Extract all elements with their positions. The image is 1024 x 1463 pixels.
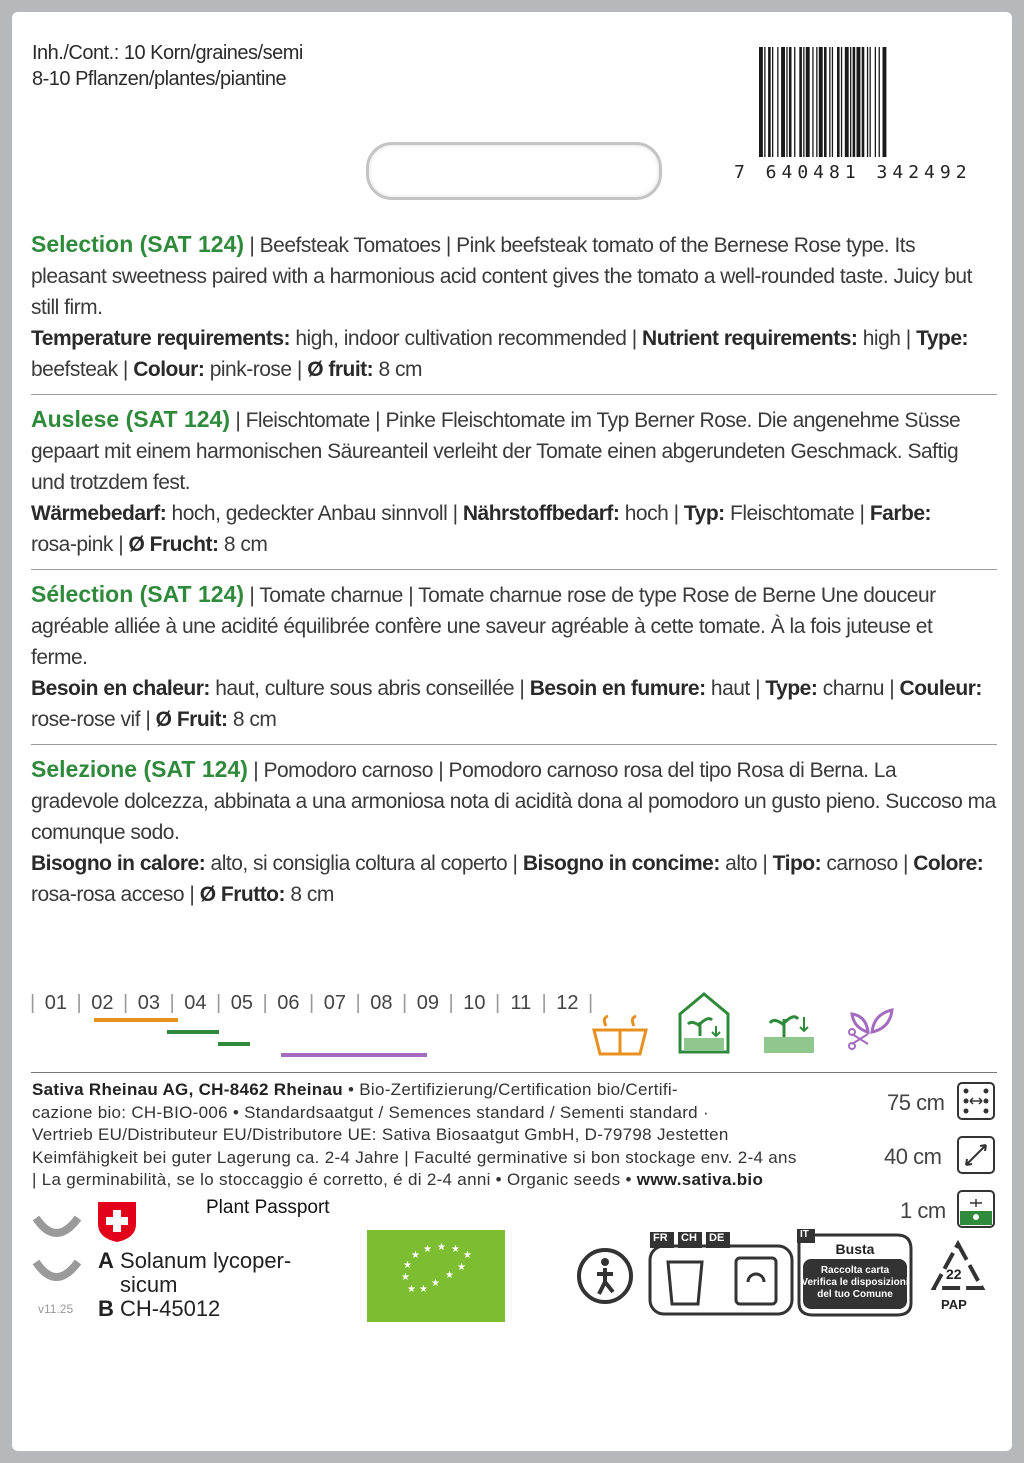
barcode-bar [829,47,830,157]
website-link: www.sativa.bio [636,1170,764,1189]
month-label: 06 [277,992,300,1014]
language-tags [648,1232,794,1321]
eu-star: ★ [451,1244,460,1255]
plant-passport-a: A Solanum lycoper- [98,1248,292,1273]
section-english: Selection (SAT 124) | Beefsteak Tomatoes | Pink beefsteak tomato of the Bernese Rose type. Its pleasant sweetness paired with a harmonious acid content gives the tomato a well-rounded taste. Juicy but still firm. Temperature requirements: high, indoor cultivation recommended | Nutrient requirements: high | Type: beefsteak | Colour: pink-rose | Ø fruit: 8 cm [31,231,972,381]
plant-spacing-value: 40 cm [884,1144,942,1169]
transplant-icon [762,1007,816,1055]
plant-passport-arcs [32,1212,82,1292]
eu-star: ★ [457,1262,466,1273]
barcode-bar [759,47,763,157]
content-plants: 8-10 Pflanzen/plantes/piantine [32,68,287,90]
section-divider [31,569,997,570]
pap-label: PAP [941,1297,967,1312]
barcode-bar [857,47,861,157]
eu-star: ★ [401,1272,410,1283]
greenhouse-icon [676,990,732,1056]
recycling-panel [648,1232,794,1316]
barcode-bar [816,47,817,157]
barcode-bar [867,47,868,157]
eu-star: ★ [463,1250,472,1261]
plant-passport-a-cont: sicum [120,1272,178,1297]
plant-spacing-icon [956,1135,996,1175]
barcode-bar [772,47,773,157]
busta-text: Raccolta carta Verifica le disposizioni del tuo Comune [801,1265,909,1300]
barcode-bar [845,47,849,157]
barcode-bar [862,47,865,157]
month-label: 09 [416,992,439,1014]
row-spacing-value: 75 cm [887,1090,945,1115]
eu-star: ★ [423,1244,432,1255]
barcode-bar [875,47,876,157]
eu-star: ★ [403,1260,412,1271]
footer-divider [31,1072,997,1073]
lang-tag: CH [681,1232,697,1244]
barcode-bar [879,47,880,157]
section-italian: Selezione (SAT 124) | Pomodoro carnoso | Pomodoro carnoso rosa del tipo Rosa di Berna. La gradevole dolcezza, abbinata a una armoniosa nota di acidità dona al pomodoro un gusto pieno. Succoso ma comunque sodo. Bisogno in calore: alto, si consiglia coltura al coperto | Bisogno in concime: alto | Tipo: carnoso | Colore: rosa-rosa acceso | Ø Frutto: 8 cm [31,756,996,906]
barcode-bar [837,47,840,157]
month-label: 10 [463,992,486,1014]
barcode-bar [870,47,871,157]
barcode-bar [806,47,810,157]
plant-passport-label: Plant Passport [206,1197,330,1218]
month-label: 12 [556,992,579,1014]
version-label: v11.25 [38,1302,74,1316]
busta-box [797,1229,913,1322]
transplant-period-bar [167,1030,219,1034]
planting-period-bar [218,1042,250,1046]
barcode-bar [799,47,802,157]
month-label: 02 [91,992,114,1014]
section-divider [31,744,997,745]
recycling-person-icon [575,1246,635,1306]
recycle-number: 22 [946,1266,962,1282]
row-spacing-icon [956,1081,996,1121]
barcode-bar [832,47,833,157]
section-divider [31,394,997,395]
eu-star: ★ [431,1278,440,1289]
eu-organic-logo [367,1230,505,1322]
barcode-bar [768,47,771,157]
sowing-depth-icon [956,1189,996,1229]
plant-passport-b: B CH-45012 [98,1296,221,1321]
eu-star: ★ [445,1270,454,1281]
section-title: Auslese (SAT 124) [31,406,230,432]
section-title: Selection (SAT 124) [31,231,245,257]
barcode-bar [786,47,787,157]
eu-star: ★ [419,1284,428,1295]
barcode-bar [850,47,851,157]
seed-packet-back [12,12,1012,1451]
month-calendar: | 01 | 02 | 03 | 04 | 05 | 06 | 07 | 08 | 09 | 10 | 11 | 12 | [30,992,594,1014]
content-info [32,40,303,92]
swiss-flag-icon [96,1200,138,1244]
month-label: 07 [323,992,346,1014]
harvest-period-bar [281,1053,427,1057]
eu-star: ★ [437,1242,446,1253]
section-title: Selezione (SAT 124) [31,756,248,782]
eu-star: ★ [407,1284,416,1295]
sowing-period-bar [94,1018,178,1022]
company-name: Sativa Rheinau AG, CH-8462 Rheinau [32,1080,343,1099]
barcode-bar [789,47,792,157]
it-tag: IT [800,1229,809,1240]
lang-tag: FR [653,1232,668,1244]
sowing-depth-value: 1 cm [900,1198,946,1223]
barcode-bar [883,47,887,157]
company-info: Sativa Rheinau AG, CH-8462 Rheinau • Bio-Zertifizierung/Certification bio/Certifi- cazione bio: CH-BIO-006 • Standardsaatgut / Semences standard / Sementi standard · Vertrieb EU/Distributeur EU/Distributore UE: Sativa Biosaatgut GmbH, D-79798 Jestetten Keimfähigkeit bei guter Lagerung ca. 2-4 Jahre | Faculté germinative si bon stockage env. 2-4 ans | La germinabilità, se lo stoccaggio é corretto, é di 2-4 anni • Organic seeds • www.sativa.bio [32,1080,797,1189]
hang-hole [366,142,662,200]
section-french: Sélection (SAT 124) | Tomate charnue | Tomate charnue rose de type Rose de Berne Une douceur agréable alliée à une acidité équilibrée confère une saveur agréable à cette tomate. À la fois juteuse et ferme. Besoin en chaleur: haut, culture sous abris conseillée | Besoin en fumure: haut | Type: charnu | Couleur: rose-rose vif | Ø Fruit: 8 cm [31,581,982,731]
barcode-bar [812,47,813,157]
barcode-bar [853,47,856,157]
month-label: 11 [510,992,532,1014]
barcode-bar [764,47,765,157]
barcode [757,47,997,165]
section-german: Auslese (SAT 124) | Fleischtomate | Pinke Fleischtomate im Typ Berner Rose. Die angenehme Süsse gepaart mit einem harmonischen Säureanteil verleiht der Tomate einen abgerundeten Geschmack. Saftig und trotzdem fest. Wärmebedarf: hoch, gedeckter Anbau sinnvoll | Nährstoffbedarf: hoch | Typ: Fleischtomate | Farbe: rosa-pink | Ø Frucht: 8 cm [31,406,961,556]
eu-star: ★ [411,1250,420,1261]
barcode-bar [824,47,827,157]
month-label: 08 [370,992,393,1014]
section-title: Sélection (SAT 124) [31,581,245,607]
month-label: 05 [230,992,253,1014]
month-label: 03 [137,992,160,1014]
barcode-bar [819,47,823,157]
harvest-icon [846,1004,898,1052]
barcode-bar [777,47,778,157]
barcode-bar [803,47,804,157]
content-quantity: Inh./Cont.: 10 Korn/graines/semi [32,42,303,64]
month-label: 04 [184,992,207,1014]
lang-tag: DE [709,1232,725,1244]
barcode-bar [794,47,795,157]
month-label: 01 [44,992,67,1014]
barcode-digits: 7 640481 342492 [734,162,972,183]
barcode-bar [841,47,842,157]
seed-tray-icon [590,1012,650,1056]
barcode-bar [781,47,785,157]
busta-title: Busta [835,1241,875,1257]
